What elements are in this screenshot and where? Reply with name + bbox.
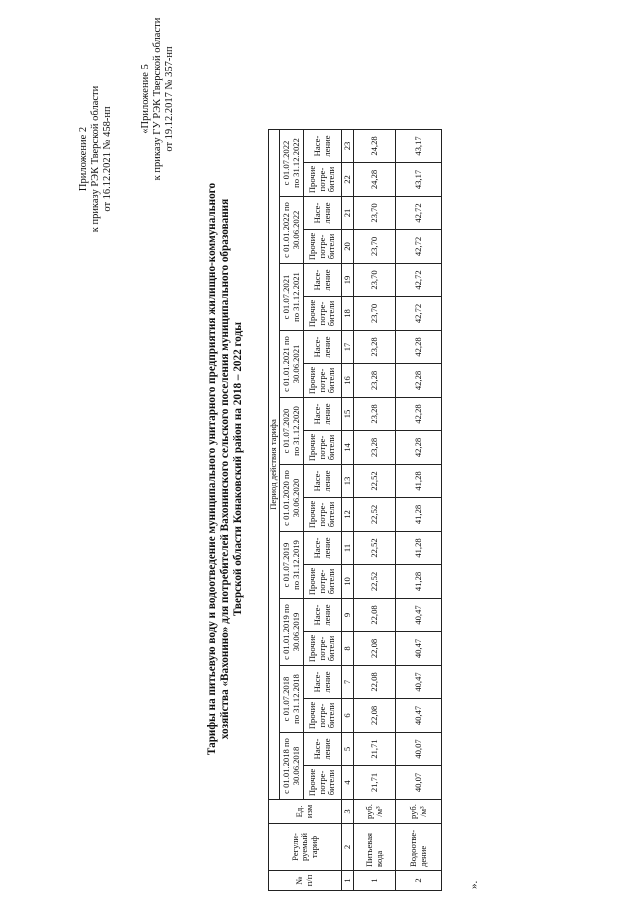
- tariff-value: 22,08: [354, 632, 396, 666]
- tariff-value: 40,47: [396, 632, 442, 666]
- cell-line: Насе-: [311, 403, 322, 425]
- cell-line: с 01.01.2019 по: [280, 604, 291, 660]
- group-population: [304, 599, 342, 632]
- group-other: [304, 431, 342, 465]
- group-population: [304, 197, 342, 230]
- cell-line: с 01.07.2019: [280, 542, 291, 588]
- cell-line: с 01.07.2022: [280, 140, 291, 186]
- cell-line: Прочие: [307, 567, 318, 596]
- col-number: 4: [342, 766, 354, 800]
- group-population: [304, 331, 342, 364]
- cell-line: п/п: [304, 874, 314, 887]
- col-number: 17: [342, 331, 354, 364]
- group-other: [304, 230, 342, 264]
- cell-line: 30.06.2021: [290, 344, 301, 384]
- group-other: [304, 766, 342, 800]
- tariff-value: 23,28: [354, 431, 396, 465]
- period-range: [280, 532, 304, 599]
- tariff-value: 22,08: [354, 699, 396, 733]
- col-number: 20: [342, 230, 354, 264]
- col-number: 18: [342, 297, 354, 331]
- cell-line: ление: [321, 537, 332, 559]
- cell-line: ление: [321, 403, 332, 425]
- period-range: [280, 733, 304, 800]
- row-tariff-name: [354, 824, 396, 871]
- tariff-value: 23,70: [354, 264, 396, 297]
- cell-line: 30.06.2019: [290, 612, 301, 652]
- row-number: 1: [354, 871, 396, 891]
- cell-line: бители: [326, 434, 337, 461]
- cell-line: вода: [373, 850, 384, 867]
- col-number: 19: [342, 264, 354, 297]
- row-unit: [396, 800, 442, 824]
- cell-line: Питьевая: [363, 832, 374, 867]
- col-number: 6: [342, 699, 354, 733]
- group-population: [304, 130, 342, 163]
- cell-line: №: [294, 876, 305, 885]
- cell-line: потре-: [316, 234, 327, 259]
- appendix-5-line2: к приказу ГУ РЭК Тверской области: [152, 17, 163, 181]
- cell-line: бители: [326, 635, 337, 662]
- cell-line: Прочие: [307, 701, 318, 730]
- cell-line: по 31.12.2018: [290, 674, 301, 724]
- cell-line: по 31.12.2022: [290, 138, 301, 188]
- cell-line: /м³: [373, 806, 384, 817]
- cell-line: Прочие: [307, 768, 318, 797]
- col-number: 3: [342, 800, 354, 824]
- cell-line: по 31.12.2019: [290, 540, 301, 590]
- period-range: [280, 599, 304, 666]
- title-line2: хозяйства «Вахонино» для потребителей Вахонинского сельского поселения муниципального образования: [219, 198, 231, 740]
- group-population: [304, 398, 342, 431]
- cell-line: с 01.01.2018 по: [280, 738, 291, 794]
- cell-line: потре-: [316, 167, 327, 192]
- header-row-groups: [304, 130, 342, 891]
- header-row-period: [269, 130, 280, 891]
- period-range: [280, 331, 304, 398]
- tariff-value: 42,72: [396, 264, 442, 297]
- cell-line: бители: [326, 501, 337, 528]
- col-number: 5: [342, 733, 354, 766]
- col-number: 10: [342, 565, 354, 599]
- tariff-value: 23,28: [354, 398, 396, 431]
- cell-line: бители: [326, 702, 337, 729]
- cell-line: потре-: [316, 569, 327, 594]
- cell-line: Регули-: [289, 833, 300, 861]
- group-other: [304, 565, 342, 599]
- cell-line: ление: [321, 336, 332, 358]
- cell-line: потре-: [316, 435, 327, 460]
- cell-line: Насе-: [311, 202, 322, 224]
- col-number: 13: [342, 465, 354, 498]
- appendix-2-line3: от 16.12.2021 № 458-нп: [102, 106, 113, 212]
- cell-line: бители: [326, 166, 337, 193]
- cell-line: Насе-: [311, 336, 322, 358]
- cell-line: бители: [326, 367, 337, 394]
- cell-line: Прочие: [307, 634, 318, 663]
- tariff-value: 42,28: [396, 398, 442, 431]
- cell-line: по 31.12.2021: [290, 272, 301, 322]
- head-period: Период действия тарифа: [269, 130, 280, 800]
- tariff-value: 41,28: [396, 465, 442, 498]
- cell-line: Ед.: [294, 805, 305, 818]
- tariff-value: 42,28: [396, 331, 442, 364]
- group-population: [304, 532, 342, 565]
- cell-line: Насе-: [311, 604, 322, 626]
- period-range: [280, 465, 304, 532]
- group-population: [304, 733, 342, 766]
- cell-line: Прочие: [307, 165, 318, 194]
- tariff-value: 40,47: [396, 599, 442, 632]
- cell-line: Водоотве-: [407, 829, 418, 867]
- cell-line: Насе-: [311, 738, 322, 760]
- period-range: [280, 666, 304, 733]
- cell-line: потре-: [316, 301, 327, 326]
- cell-line: Прочие: [307, 366, 318, 395]
- group-other: [304, 163, 342, 197]
- cell-line: с 01.07.2018: [280, 676, 291, 722]
- tariff-value: 42,72: [396, 197, 442, 230]
- tariff-value: 23,70: [354, 230, 396, 264]
- group-population: [304, 666, 342, 699]
- cell-line: руб.: [407, 804, 418, 819]
- cell-line: потре-: [316, 636, 327, 661]
- cell-line: ление: [321, 738, 332, 760]
- cell-line: бители: [326, 233, 337, 260]
- tariff-value: 22,52: [354, 532, 396, 565]
- col-number: 15: [342, 398, 354, 431]
- col-number: 11: [342, 532, 354, 565]
- cell-line: ление: [321, 269, 332, 291]
- cell-line: 30.06.2022: [290, 210, 301, 250]
- tariff-value: 22,52: [354, 465, 396, 498]
- cell-line: ление: [321, 671, 332, 693]
- tariff-value: 43,17: [396, 130, 442, 163]
- cell-line: потре-: [316, 368, 327, 393]
- group-other: [304, 498, 342, 532]
- tariff-value: 22,52: [354, 565, 396, 599]
- cell-line: с 01.01.2020 по: [280, 470, 291, 526]
- tariff-value: 23,70: [354, 297, 396, 331]
- tariff-value: 24,28: [354, 130, 396, 163]
- appendix-5-header: [140, 0, 176, 204]
- cell-line: потре-: [316, 770, 327, 795]
- row-unit: [354, 800, 396, 824]
- cell-line: руб.: [363, 804, 374, 819]
- cell-line: 30.06.2020: [290, 478, 301, 518]
- cell-line: Насе-: [311, 135, 322, 157]
- period-range: [280, 130, 304, 197]
- cell-line: Насе-: [311, 537, 322, 559]
- col-number: 23: [342, 130, 354, 163]
- group-population: [304, 465, 342, 498]
- head-tariff: [269, 824, 342, 871]
- tariff-value: 24,28: [354, 163, 396, 197]
- cell-line: Прочие: [307, 433, 318, 462]
- cell-line: бители: [326, 568, 337, 595]
- closing-quote: ».: [468, 880, 480, 889]
- cell-line: потре-: [316, 703, 327, 728]
- tariff-value: 40,47: [396, 699, 442, 733]
- cell-line: Насе-: [311, 269, 322, 291]
- cell-line: Насе-: [311, 671, 322, 693]
- col-number: 12: [342, 498, 354, 532]
- table-row: [396, 130, 442, 891]
- cell-line: с 01.01.2021 по: [280, 336, 291, 392]
- appendix-5-line3: от 19.12.2017 № 357-нп: [164, 46, 175, 152]
- tariff-value: 21,71: [354, 733, 396, 766]
- period-range: [280, 398, 304, 465]
- cell-line: Прочие: [307, 299, 318, 328]
- appendix-5-line1: «Приложение 5: [140, 64, 151, 134]
- group-population: [304, 264, 342, 297]
- col-number: 21: [342, 197, 354, 230]
- cell-line: /м³: [417, 806, 428, 817]
- tariff-value: 42,28: [396, 431, 442, 465]
- cell-line: ление: [321, 604, 332, 626]
- appendix-2-line2: к приказу РЭК Тверской области: [90, 85, 101, 233]
- tariff-value: 42,28: [396, 364, 442, 398]
- tariff-value: 41,28: [396, 565, 442, 599]
- tariff-value: 21,71: [354, 766, 396, 800]
- cell-line: ление: [321, 470, 332, 492]
- col-number: 16: [342, 364, 354, 398]
- col-number: 7: [342, 666, 354, 699]
- col-number: 9: [342, 599, 354, 632]
- cell-line: руемый: [299, 833, 310, 861]
- tariff-value: 41,28: [396, 498, 442, 532]
- tariff-value: 22,08: [354, 666, 396, 699]
- col-number: 8: [342, 632, 354, 666]
- col-number: 1: [342, 871, 354, 891]
- appendix-2-line1: Приложение 2: [78, 126, 89, 192]
- period-range: [280, 197, 304, 264]
- header-row-colnums: [342, 130, 354, 891]
- cell-line: тариф: [308, 835, 319, 859]
- col-number: 14: [342, 431, 354, 465]
- header-row-dates: [280, 130, 304, 891]
- tariff-value: 22,52: [354, 498, 396, 532]
- cell-line: потре-: [316, 502, 327, 527]
- title-line1: Тарифы на питьевую воду и водоотведение муниципального унитарного предприятия жилищно-коммунального: [206, 182, 218, 756]
- tariff-value: 40,47: [396, 666, 442, 699]
- tariff-table: [268, 129, 442, 891]
- col-number: 22: [342, 163, 354, 197]
- head-unit: [269, 800, 342, 824]
- document-title: [206, 119, 245, 819]
- cell-line: по 31.12.2020: [290, 406, 301, 456]
- row-tariff-name: [396, 824, 442, 871]
- tariff-value: 41,28: [396, 532, 442, 565]
- cell-line: Прочие: [307, 500, 318, 529]
- col-number: 2: [342, 824, 354, 871]
- cell-line: изм: [304, 804, 314, 819]
- cell-line: Прочие: [307, 232, 318, 261]
- cell-line: бители: [326, 769, 337, 796]
- cell-line: 30.06.2018: [290, 746, 301, 786]
- group-other: [304, 632, 342, 666]
- row-number: 2: [396, 871, 442, 891]
- tariff-value: 40,07: [396, 733, 442, 766]
- group-other: [304, 297, 342, 331]
- tariff-value: 40,07: [396, 766, 442, 800]
- appendix-2-header: [78, 59, 114, 259]
- cell-line: бители: [326, 300, 337, 327]
- cell-line: дение: [417, 845, 428, 867]
- cell-line: с 01.07.2021: [280, 274, 291, 320]
- cell-line: ление: [321, 135, 332, 157]
- group-other: [304, 699, 342, 733]
- tariff-value: 42,72: [396, 230, 442, 264]
- tariff-value: 23,28: [354, 364, 396, 398]
- tariff-value: 23,28: [354, 331, 396, 364]
- cell-line: ление: [321, 202, 332, 224]
- cell-line: с 01.01.2022 по: [280, 202, 291, 258]
- tariff-value: 23,70: [354, 197, 396, 230]
- tariff-value: 22,08: [354, 599, 396, 632]
- group-other: [304, 364, 342, 398]
- cell-line: Насе-: [311, 470, 322, 492]
- head-num: [269, 871, 342, 891]
- tariff-value: 43,17: [396, 163, 442, 197]
- title-line3: Тверской области Конаковский район на 2018 – 2022 годы: [232, 322, 244, 616]
- cell-line: с 01.07.2020: [280, 408, 291, 454]
- table-row: [354, 130, 396, 891]
- tariff-value: 42,72: [396, 297, 442, 331]
- period-range: [280, 264, 304, 331]
